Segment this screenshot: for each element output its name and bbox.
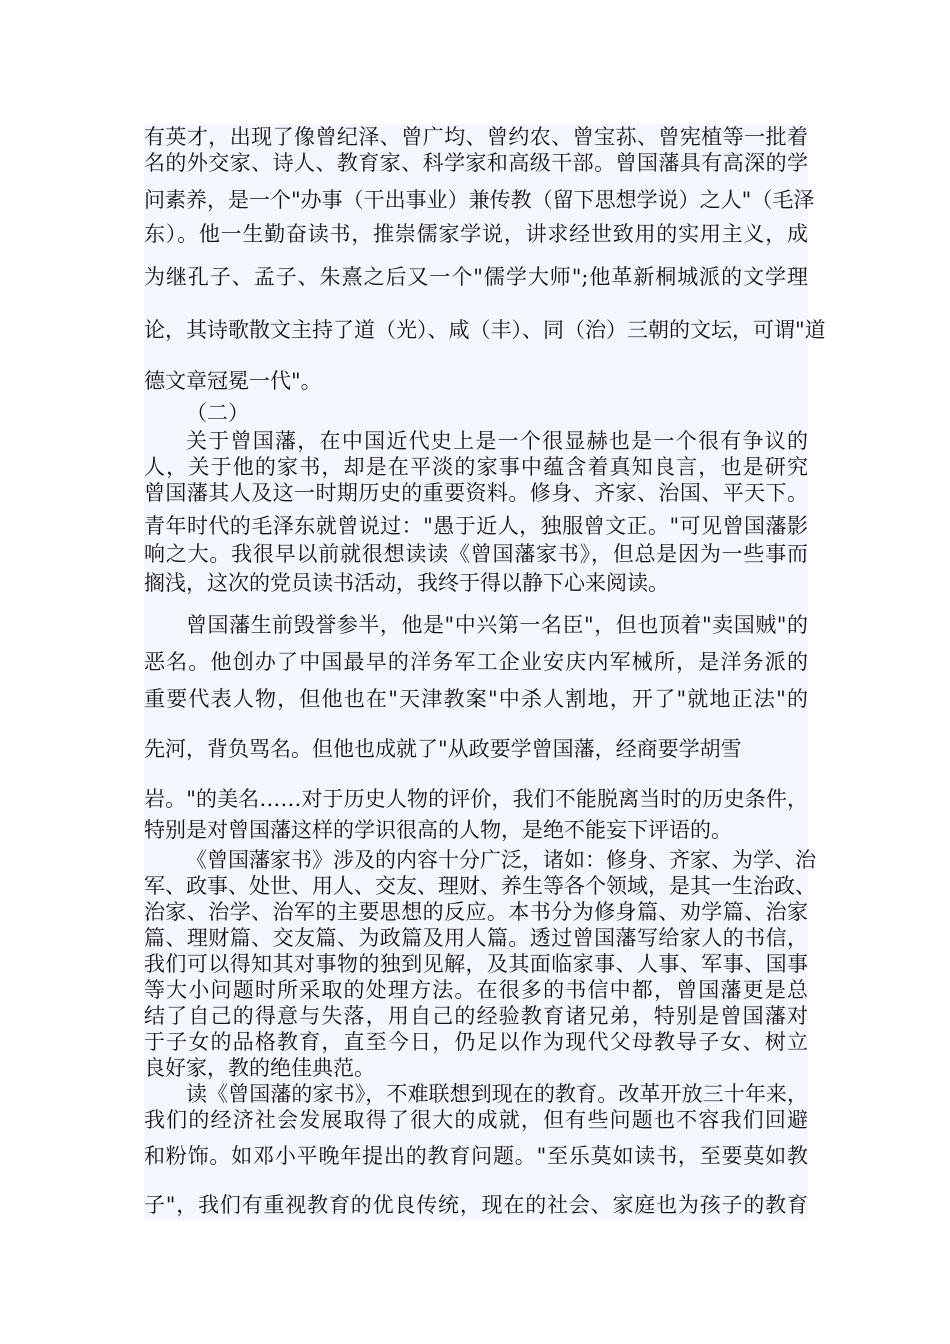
text-line: 于子女的品格教育，直至今日，仍足以作为现代父母教导子女、树立 [144,1030,808,1054]
text-column [144,124,826,1220]
paragraph-first-line: 曾国藩生前毁誉参半，他是"中兴第一名臣"，但也顶着"卖国贼"的 [186,613,808,637]
paragraph-first-line: 读《曾国藩的家书》，不难联想到现在的教育。改革开放三十年来， [186,1082,808,1106]
text-line: 东）。他一生勤奋读书，推崇儒家学说，讲求经世致用的实用主义，成 [144,222,808,246]
text-line: 为继孔子、孟子、朱熹之后又一个"儒学大师";他革新桐城派的文学理 [144,265,808,289]
text-line: 问素养，是一个"办事（干出事业）兼传教（留下思想学说）之人"（毛泽 [144,188,815,212]
text-line: 人，关于他的家书，却是在平淡的家事中蕴含着真知良言，也是研究 [144,455,808,479]
text-line: 治家、治学、治军的主要思想的反应。本书分为修身篇、劝学篇、治家 [144,900,808,924]
text-line: 特别是对曾国藩这样的学识很高的人物，是绝不能妄下评语的。 [144,818,732,842]
text-line: 军、政事、处世、用人、交友、理财、养生等各个领域，是其一生治政、 [144,874,816,898]
text-line: 曾国藩其人及这一时期历史的重要资料。修身、齐家、治国、平天下。 [144,481,808,505]
text-line: 名的外交家、诗人、教育家、科学家和高级干部。曾国藩具有高深的学 [144,151,808,175]
text-line: 子"，我们有重视教育的优良传统，现在的社会、家庭也为孩子的教育 [144,1193,808,1217]
text-line: 良好家，教的绝佳典范。 [144,1056,375,1080]
section-heading: （二） [186,401,249,425]
text-line: 先河，背负骂名。但他也成就了"从政要学曾国藩，经商要学胡雪 [144,737,742,761]
text-line: 论，其诗歌散文主持了道（光）、咸（丰）、同（治）三朝的文坛，可谓"道 [144,318,826,342]
text-line: 我们的经济社会发展取得了很大的成就，但有些问题也不容我们回避 [144,1108,808,1132]
text-line: 有英才，出现了像曾纪泽、曾广均、曾约农、曾宝荪、曾宪植等一批着 [144,125,808,149]
text-line: 搁浅，这次的党员读书活动，我终于得以静下心来阅读。 [144,571,669,595]
text-line: 和粉饰。如邓小平晚年提出的教育问题。"至乐莫如读书，至要莫如教 [144,1144,808,1168]
text-line: 我们可以得知其对事物的独到见解，及其面临家事、人事、军事、国事 [144,952,808,976]
text-line: 篇、理财篇、交友篇、为政篇及用人篇。透过曾国藩写给家人的书信， [144,926,808,950]
text-line: 青年时代的毛泽东就曾说过："愚于近人，独服曾文正。"可见曾国藩影 [144,514,808,538]
text-line: 等大小问题时所采取的处理方法。在很多的书信中都，曾国藩更是总 [144,978,808,1002]
text-line: 德文章冠冕一代"。 [144,369,322,393]
text-line: 响之大。我很早以前就很想读读《曾国藩家书》，但总是因为一些事而 [144,542,808,566]
paragraph-first-line: 关于曾国藩，在中国近代史上是一个很显赫也是一个很有争议的 [186,429,808,453]
text-line: 重要代表人物，但他也在"天津教案"中杀人割地，开了"就地正法"的 [144,687,808,711]
paragraph-first-line: 《曾国藩家书》涉及的内容十分广泛，诸如：修身、齐家、为学、治 [186,848,816,872]
text-line: 岩。"的美名……对于历史人物的评价，我们不能脱离当时的历史条件， [144,787,808,811]
text-line: 结了自己的得意与失落，用自己的经验教育诸兄弟，特别是曾国藩对 [144,1004,808,1028]
text-line: 恶名。他创办了中国最早的洋务军工企业安庆内军械所，是洋务派的 [144,650,808,674]
